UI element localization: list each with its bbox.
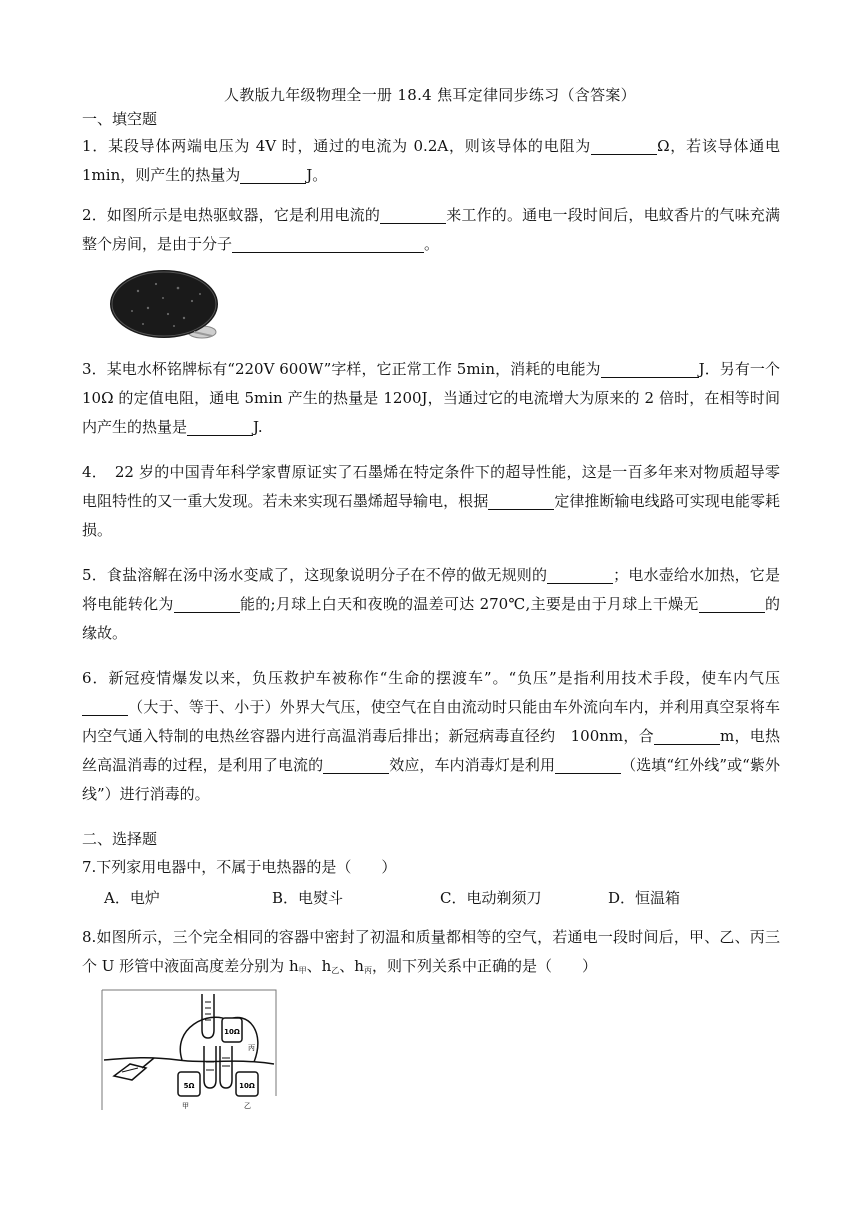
question-1: 1．某段导体两端电压为 4V 时，通过的电流为 0.2A，则该导体的电阻为 Ω，若该导体通电 1min，则产生的热量为 J。: [82, 137, 780, 184]
section-choice-heading: 二、选择题: [82, 830, 158, 848]
question-7-options: [104, 887, 776, 908]
label-bing: 丙: [248, 1044, 255, 1052]
u-tube-bing: [202, 994, 214, 1038]
answer-blank[interactable]: [555, 755, 621, 774]
answer-blank[interactable]: [380, 205, 446, 224]
option-c[interactable]: C．电动剃须刀: [440, 889, 542, 907]
answer-blank[interactable]: [82, 697, 128, 716]
answer-blank[interactable]: [174, 594, 240, 613]
answer-blank[interactable]: [240, 165, 306, 184]
label-yi: 乙: [244, 1102, 251, 1110]
answer-blank[interactable]: [187, 417, 253, 436]
mosquito-repeller-image: [108, 266, 220, 348]
section-fill-blank-heading: 一、填空题: [82, 110, 158, 128]
resistor-r2-label: 10Ω: [239, 1082, 255, 1090]
option-b[interactable]: B．电熨斗: [272, 889, 344, 907]
joule-circuit-figure: [98, 988, 280, 1112]
resistor-r1-label: 5Ω: [183, 1082, 195, 1090]
answer-blank[interactable]: [699, 594, 765, 613]
option-a[interactable]: A．电炉: [104, 889, 160, 907]
resistor-r3-label: 10Ω: [224, 1028, 240, 1036]
question-6: 6．新冠疫情爆发以来，负压救护车被称作“生命的摆渡车”。“负压”是指利用技术手段，使车内气压（大于、等于、小于）外界大气压，使空气在自由流动时只能由车外流向车内，并利用真空泵将车内空气通入特制的电热丝容器内进行高温消毒后排出；新冠病毒直径约 100nm，合 m，电热丝高温消毒的过程，是利用了电流的 效应，车内消毒灯是利用 （选填“红外线”或“紫外线”）进行消毒的。: [82, 669, 780, 803]
question-2: 2．如图所示是电热驱蚊器，它是利用电流的 来工作的。通电一段时间后，电蚊香片的气味充满整个房间，是由于分子 。: [82, 206, 780, 253]
page-title: 人教版九年级物理全一册 18.4 焦耳定律同步练习（含答案）: [224, 86, 636, 104]
question-3: 3．某电水杯铭牌标有“220V 600W”字样，它正常工作 5min，消耗的电能为 J．另有一个 10Ω 的定值电阻，通电 5min 产生的热量是 1200J，当通过它的电流增大为原来的 2 倍时，在相等时间内产生的热量是 J.: [82, 360, 780, 436]
u-tube-yi: [220, 1046, 232, 1088]
question-5: 5．食盐溶解在汤中汤水变咸了，这现象说明分子在不停的做无规则的 ；电水壶给水加热，它是将电能转化为 能的;月球上白天和夜晚的温差可达 270℃,主要是由于月球上干燥无 的缘故。: [82, 566, 780, 642]
answer-blank[interactable]: [654, 726, 720, 745]
u-tube-jia: [204, 1046, 216, 1088]
answer-blank[interactable]: [547, 565, 613, 584]
answer-blank[interactable]: [591, 136, 657, 155]
label-jia: 甲: [182, 1102, 189, 1110]
question-4: 4． 22 岁的中国青年科学家曹原证实了石墨烯在特定条件下的超导性能，这是一百多年来对物质超导零电阻特性的又一重大发现。若未来实现石墨烯超导输电，根据 定律推断输电线路可实现电能零耗损。: [82, 463, 780, 539]
option-d[interactable]: D．恒温箱: [608, 889, 681, 907]
battery-symbol: [114, 1064, 146, 1080]
answer-blank[interactable]: [232, 234, 424, 253]
answer-blank[interactable]: [323, 755, 389, 774]
answer-blank[interactable]: [601, 359, 699, 378]
answer-blank[interactable]: [488, 491, 554, 510]
question-8: 8.如图所示，三个完全相同的容器中密封了初温和质量都相等的空气，若通电一段时间后，甲、乙、丙三个 U 形管中液面高度差分别为 $h_甲$、$h_乙$、$h_丙$，则下列关系中正确的是（ ）: [82, 928, 780, 975]
question-7: 7.下列家用电器中，不属于电热器的是（ ）: [82, 858, 397, 876]
